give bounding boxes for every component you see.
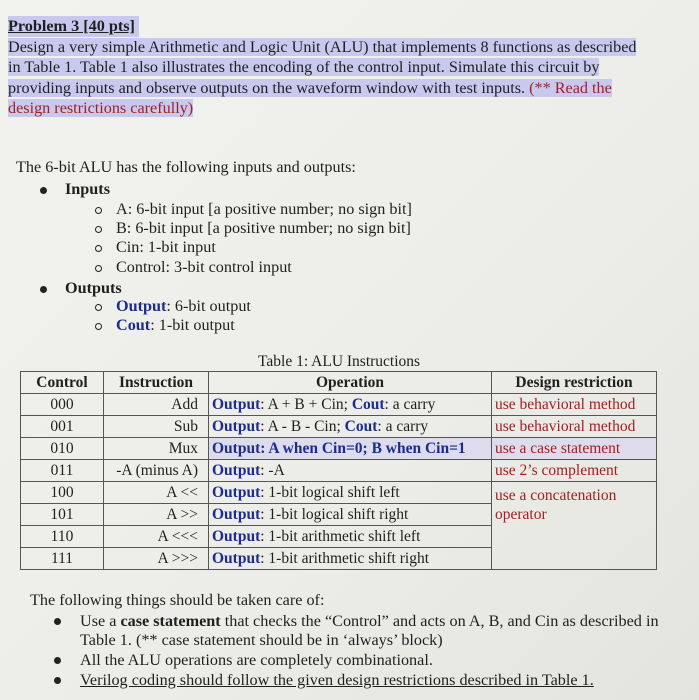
restriction-cell: use behavioral method xyxy=(492,416,657,438)
input-item: A: 6-bit input [a positive number; no sign bit] xyxy=(95,200,412,219)
care-intro: The following things should be taken care of: xyxy=(30,591,325,609)
bullet-icon xyxy=(54,618,61,625)
restriction-cell: use behavioral method xyxy=(492,394,657,416)
read-note-continued: design restrictions carefully) xyxy=(8,99,194,117)
operation-cell: Output: 1-bit arithmetic shift left xyxy=(209,526,492,548)
description-line-3: providing inputs and observe outputs on the waveform window with test inputs. xyxy=(8,78,526,97)
description-line-1: Design a very simple Arithmetic and Logic Unit (ALU) that implements 8 functions as described xyxy=(8,37,637,56)
output-item: Cout: 1-bit output xyxy=(95,316,235,335)
instruction-cell: Sub xyxy=(104,416,209,438)
circle-bullet-icon xyxy=(95,265,102,272)
table-row xyxy=(21,482,657,504)
circle-bullet-icon xyxy=(95,245,102,252)
care-item: Use a case statement that checks the “Control” and acts on A, B, and Cin as described in Table 1. (** case statement should be in ‘always’ block) xyxy=(80,612,680,650)
operation-cell: Output: -A xyxy=(209,460,492,482)
control-cell: 000 xyxy=(21,394,104,416)
outputs-heading: Outputs xyxy=(40,279,122,298)
operation-cell: Output: A when Cin=0; B when Cin=1 xyxy=(209,438,492,460)
problem-header xyxy=(8,16,688,119)
description-line-2: in Table 1. Table 1 also illustrates the encoding of the control input. Simulate this circuit by xyxy=(8,58,600,76)
care-item: All the ALU operations are completely combinational. xyxy=(80,651,433,670)
input-item: B: 6-bit input [a positive number; no sign bit] xyxy=(95,219,411,238)
input-item: Control: 3-bit control input xyxy=(95,258,292,277)
instruction-cell: A << xyxy=(104,482,209,504)
table-row xyxy=(21,438,657,460)
restriction-cell: use 2’s complement xyxy=(492,460,657,482)
care-item: Verilog coding should follow the given design restrictions described in Table 1. xyxy=(80,671,594,690)
circle-bullet-icon xyxy=(95,304,102,311)
operation-cell: Output: 1-bit logical shift right xyxy=(209,504,492,526)
instruction-cell: -A (minus A) xyxy=(104,460,209,482)
operation-cell: Output: A + B + Cin; Cout: a carry xyxy=(209,394,492,416)
operation-cell: Output: 1-bit logical shift left xyxy=(209,482,492,504)
inputs-heading: Inputs xyxy=(40,180,110,199)
table-caption: Table 1: ALU Instructions xyxy=(258,353,421,370)
header-instruction: Instruction xyxy=(104,372,209,394)
operation-cell: Output: A - B - Cin; Cout: a carry xyxy=(209,416,492,438)
input-item: Cin: 1-bit input xyxy=(95,238,216,257)
restriction-line: operator xyxy=(495,506,547,523)
circle-bullet-icon xyxy=(95,323,102,330)
read-note: (** Read the xyxy=(529,78,612,97)
bullet-icon xyxy=(54,657,61,664)
control-cell: 111 xyxy=(21,548,104,570)
restriction-line: use a concatenation xyxy=(495,487,617,504)
instruction-cell: Mux xyxy=(104,438,209,460)
instruction-cell: A <<< xyxy=(104,526,209,548)
header-operation: Operation xyxy=(209,372,492,394)
control-cell: 011 xyxy=(21,460,104,482)
bullet-icon xyxy=(40,187,47,194)
alu-instruction-table xyxy=(20,371,657,570)
instruction-cell: A >>> xyxy=(104,548,209,570)
table-row xyxy=(21,416,657,438)
restriction-cell: use a case statement xyxy=(492,438,657,460)
circle-bullet-icon xyxy=(95,226,102,233)
circle-bullet-icon xyxy=(95,207,102,214)
table-header-row xyxy=(21,372,657,394)
io-intro: The 6-bit ALU has the following inputs and outputs: xyxy=(16,158,356,176)
instruction-cell: A >> xyxy=(104,504,209,526)
header-control: Control xyxy=(21,372,104,394)
restriction-cell xyxy=(492,482,657,570)
control-cell: 010 xyxy=(21,438,104,460)
table-row xyxy=(21,394,657,416)
control-cell: 100 xyxy=(21,482,104,504)
instruction-cell: Add xyxy=(104,394,209,416)
control-cell: 101 xyxy=(21,504,104,526)
control-cell: 110 xyxy=(21,526,104,548)
table-row xyxy=(21,460,657,482)
problem-title: Problem 3 [40 pts] xyxy=(8,16,139,37)
header-design-restriction: Design restriction xyxy=(492,372,657,394)
operation-cell: Output: 1-bit arithmetic shift right xyxy=(209,548,492,570)
bullet-icon xyxy=(54,677,61,684)
output-item: Output: 6-bit output xyxy=(95,297,251,316)
control-cell: 001 xyxy=(21,416,104,438)
bullet-icon xyxy=(40,286,47,293)
